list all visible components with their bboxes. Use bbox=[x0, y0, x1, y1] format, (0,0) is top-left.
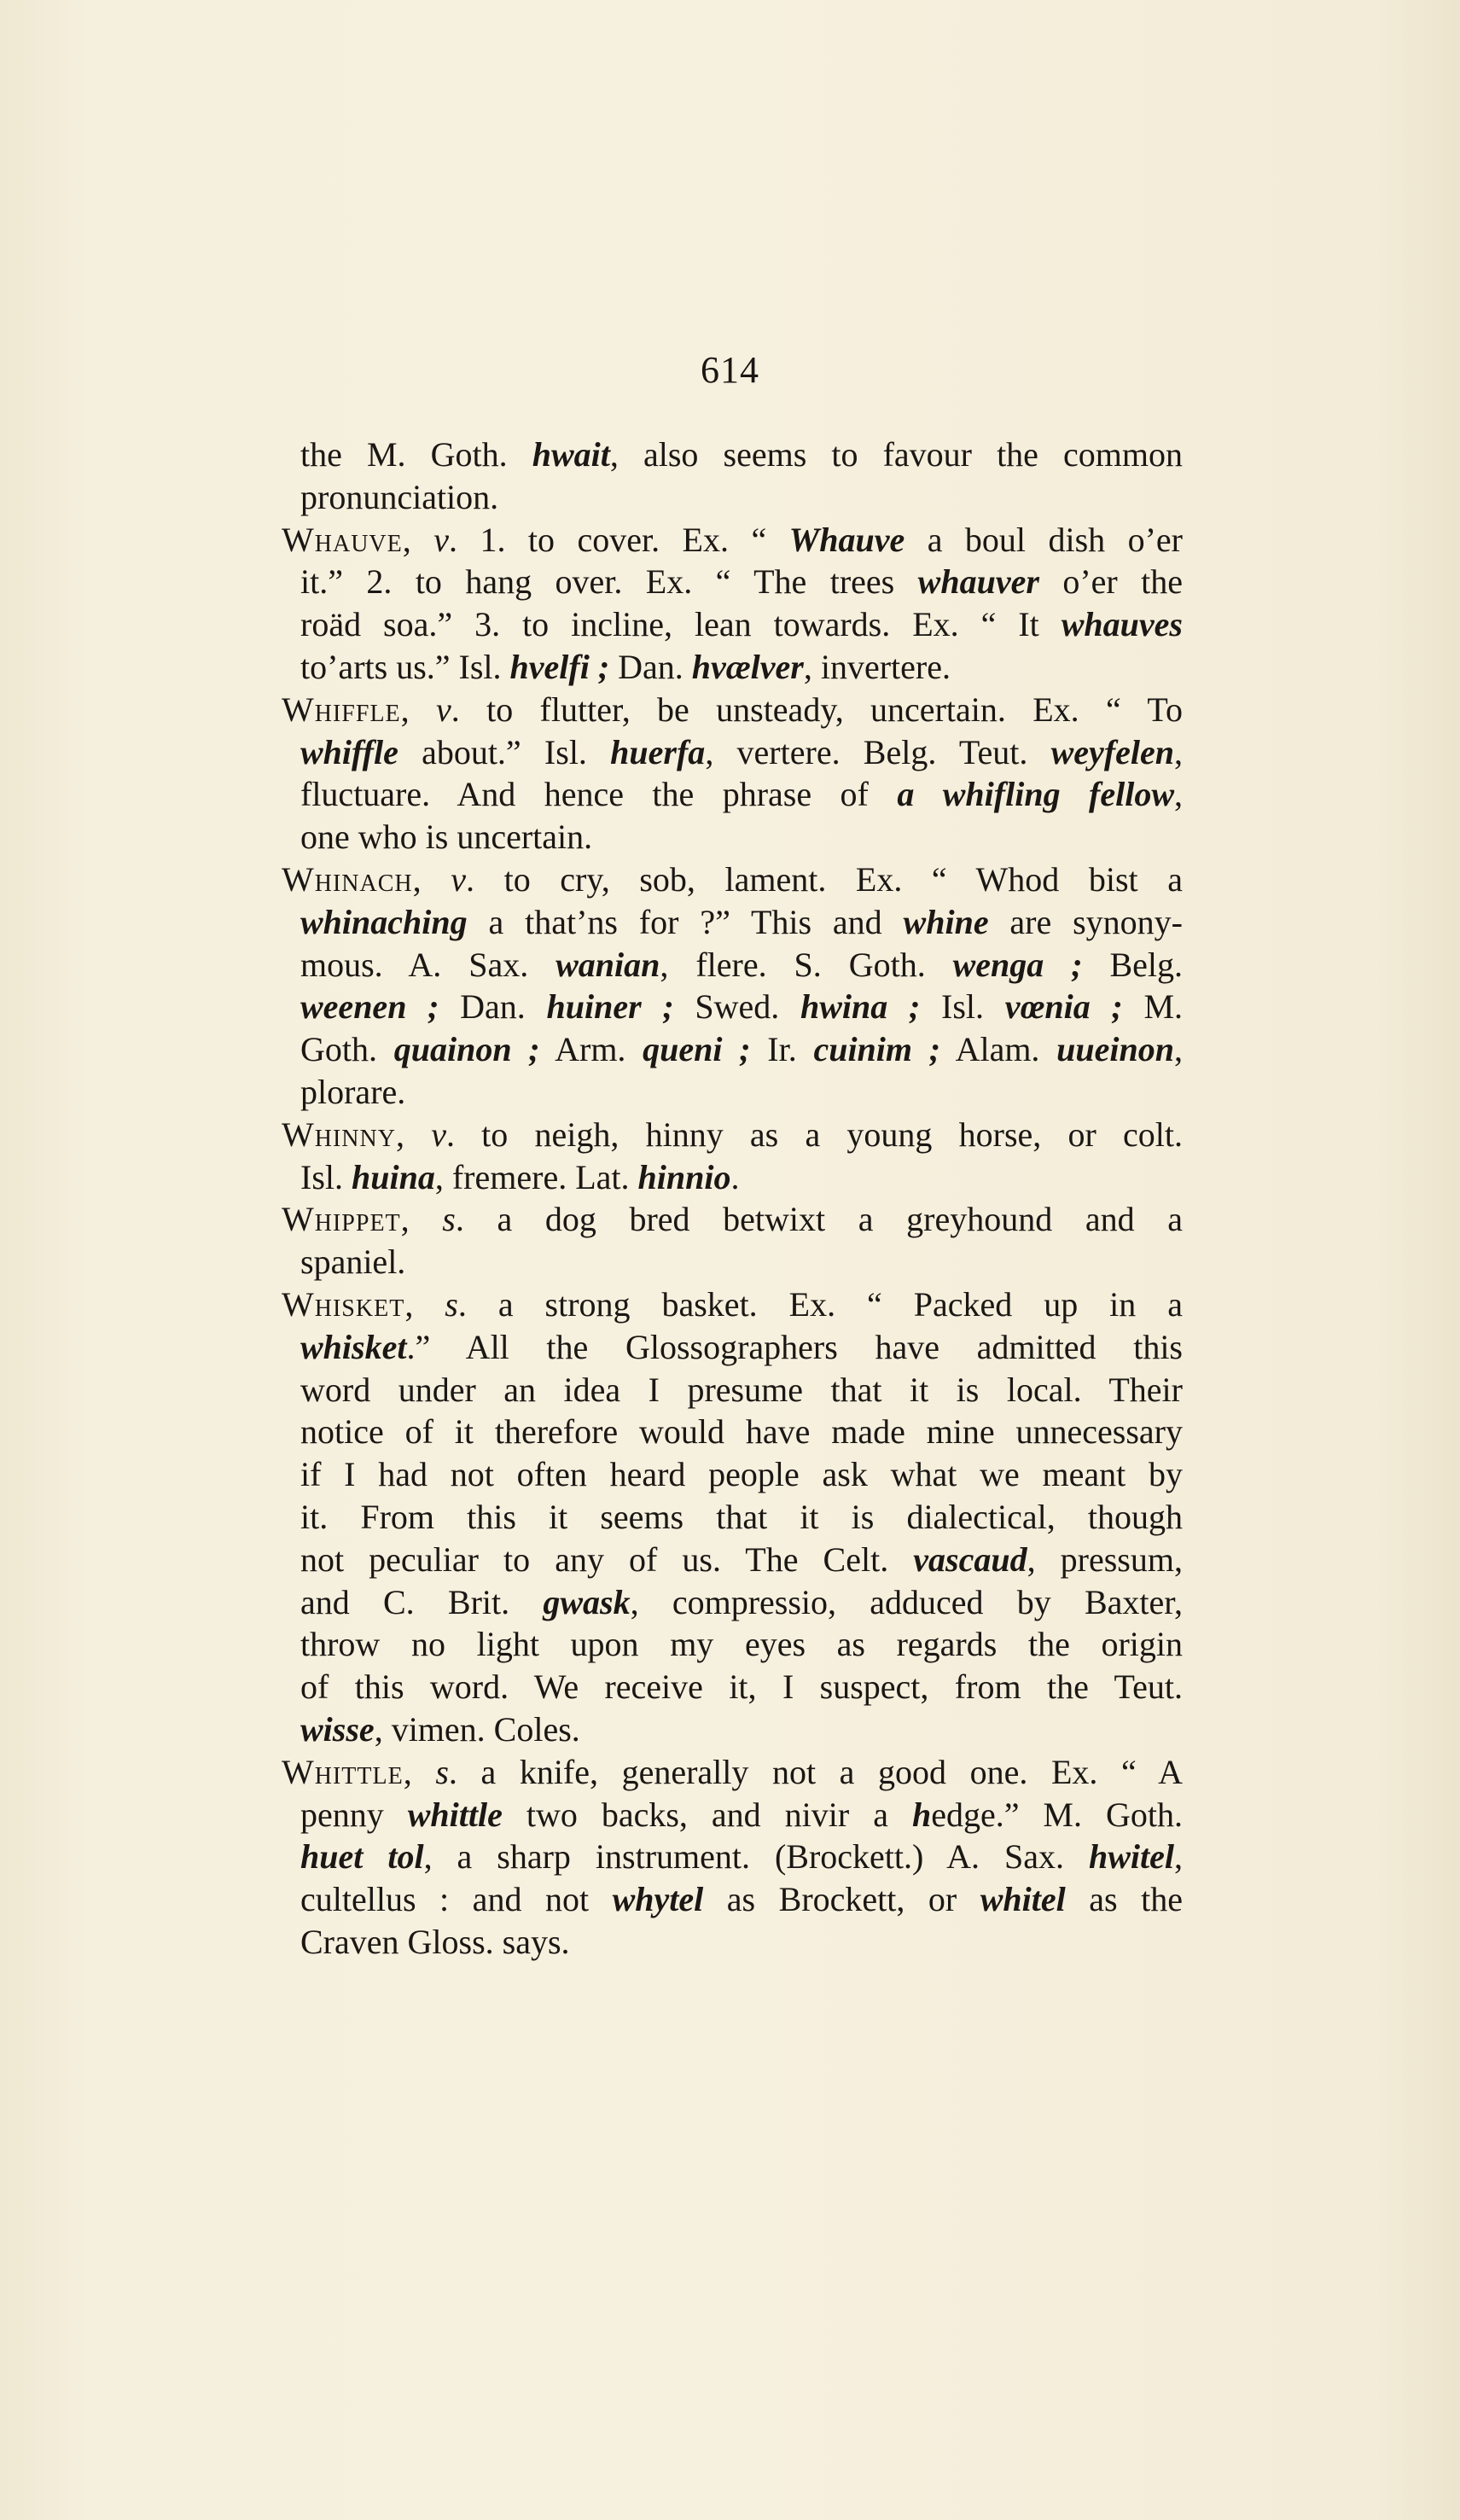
part-of-speech: v bbox=[431, 1115, 446, 1154]
text-line bbox=[282, 1326, 1183, 1369]
text-run: o’er the bbox=[1038, 562, 1184, 602]
headword: Whittle bbox=[282, 1752, 404, 1791]
text-run: , compressio, adduced by Baxter, bbox=[630, 1582, 1183, 1621]
text-run: , a sharp instrument. (Brockett.) A. Sax. bbox=[423, 1837, 1089, 1877]
italic-term: huet tol bbox=[300, 1837, 424, 1877]
text-run: , vimen. Coles. bbox=[374, 1709, 580, 1749]
part-of-speech: s bbox=[435, 1752, 449, 1791]
text-run: as Brockett, or bbox=[703, 1880, 980, 1919]
italic-term: a whifling fellow bbox=[897, 775, 1175, 814]
text-run: . a strong basket. Ex. “ Packed up in a bbox=[457, 1284, 1183, 1324]
italic-term: quainon ; bbox=[393, 1030, 540, 1069]
italic-term: wisse bbox=[300, 1709, 375, 1749]
text-line bbox=[282, 1283, 1183, 1326]
text-line bbox=[282, 901, 1183, 944]
italic-term: h bbox=[911, 1795, 932, 1834]
text-run: Arm. bbox=[539, 1030, 643, 1069]
italic-term: whisket bbox=[300, 1327, 407, 1366]
italic-term: whauves bbox=[1061, 605, 1183, 644]
part-of-speech: v bbox=[433, 520, 449, 559]
text-line bbox=[282, 1751, 1183, 1794]
part-of-speech: v bbox=[436, 690, 451, 729]
text-line bbox=[282, 858, 1183, 901]
italic-term: whine bbox=[903, 902, 989, 941]
text-line bbox=[282, 1708, 1183, 1751]
headword: Whippet bbox=[282, 1200, 401, 1239]
dictionary-entry bbox=[282, 689, 1183, 858]
text-line bbox=[282, 1921, 1183, 1964]
text-run: Dan. bbox=[609, 647, 692, 686]
italic-term: vœnia ; bbox=[1004, 987, 1123, 1027]
text-line bbox=[282, 1878, 1183, 1921]
italic-term: vascaud bbox=[913, 1539, 1027, 1579]
italic-term: whytel bbox=[612, 1880, 704, 1919]
italic-term: whinaching bbox=[300, 902, 468, 941]
text-run: , also seems to favour the common bbox=[609, 435, 1184, 474]
italic-term: gwask bbox=[543, 1582, 631, 1621]
text-line bbox=[282, 1581, 1183, 1624]
text-run: Goth. bbox=[300, 1030, 394, 1069]
text-run: pronunciation. bbox=[300, 477, 499, 516]
text-line bbox=[282, 1369, 1183, 1411]
text-line bbox=[282, 434, 1183, 476]
text-run: . to cry, sob, lament. Ex. “ Whod bist a bbox=[466, 859, 1184, 899]
text-run: Ir. bbox=[750, 1030, 814, 1069]
text-line bbox=[282, 646, 1183, 689]
italic-term: huina bbox=[352, 1157, 435, 1196]
text-run: , bbox=[403, 1752, 436, 1791]
part-of-speech: s bbox=[445, 1284, 458, 1324]
text-run: throw no light upon my eyes as regards the origin bbox=[300, 1625, 1183, 1664]
text-line bbox=[282, 731, 1183, 774]
text-line bbox=[282, 1198, 1183, 1241]
text-run: a boul dish o’er bbox=[905, 520, 1184, 559]
dictionary-text bbox=[282, 434, 1183, 1964]
text-line bbox=[282, 1794, 1183, 1836]
text-run: it.” 2. to hang over. Ex. “ The trees bbox=[300, 562, 918, 602]
text-run: of this word. We receive it, I suspect, from the Teut. bbox=[300, 1667, 1183, 1707]
text-run: , fremere. Lat. bbox=[434, 1157, 638, 1196]
text-run: , bbox=[400, 690, 436, 729]
dictionary-entry bbox=[282, 1751, 1183, 1964]
text-run: M. bbox=[1122, 987, 1184, 1027]
text-run: Craven Gloss. says. bbox=[300, 1922, 570, 1961]
text-run: edge.” M. Goth. bbox=[931, 1795, 1183, 1834]
italic-term: huerfa bbox=[610, 732, 706, 771]
text-line bbox=[282, 1666, 1183, 1708]
text-run: . bbox=[730, 1157, 740, 1196]
dictionary-entry bbox=[282, 1283, 1183, 1751]
italic-term: whittle bbox=[407, 1795, 503, 1834]
text-run: word under an idea I presume that it is local. Their bbox=[300, 1370, 1183, 1409]
dictionary-entry bbox=[282, 1114, 1183, 1199]
text-run: Alam. bbox=[940, 1030, 1057, 1069]
text-line bbox=[282, 1539, 1183, 1581]
text-run: if I had not often heard people ask what we meant by bbox=[300, 1455, 1183, 1494]
text-run: , bbox=[400, 1200, 443, 1239]
text-run: a that’ns for ?” This and bbox=[467, 902, 904, 941]
headword: Whinny bbox=[282, 1115, 396, 1154]
page-number: 614 bbox=[701, 349, 759, 391]
dictionary-entry bbox=[282, 1198, 1183, 1283]
italic-term: cuinim ; bbox=[813, 1030, 941, 1069]
text-run: Dan. bbox=[439, 987, 547, 1027]
text-run: spaniel. bbox=[300, 1243, 406, 1282]
dictionary-entry bbox=[282, 519, 1183, 689]
text-run: one who is uncertain. bbox=[300, 818, 593, 857]
text-run: , bbox=[412, 859, 451, 899]
text-run: .” All the Glossographers have admitted this bbox=[406, 1327, 1183, 1366]
text-run: , bbox=[1174, 1030, 1184, 1069]
text-run: , bbox=[1174, 732, 1183, 771]
text-run: . 1. to cover. Ex. “ bbox=[448, 520, 789, 559]
text-run: two backs, and nivir a bbox=[502, 1795, 912, 1834]
text-line bbox=[282, 1114, 1183, 1156]
text-run: , pressum, bbox=[1027, 1539, 1183, 1579]
text-line bbox=[282, 944, 1183, 986]
text-run: . to neigh, hinny as a young horse, or colt. bbox=[445, 1115, 1184, 1154]
text-run: Isl. bbox=[300, 1157, 352, 1196]
text-run: mous. A. Sax. bbox=[300, 945, 556, 984]
italic-term: hinnio bbox=[637, 1157, 731, 1196]
text-line bbox=[282, 1156, 1183, 1199]
text-run: notice of it therefore would have made mine unnecessary bbox=[300, 1412, 1183, 1452]
italic-term: whitel bbox=[980, 1880, 1066, 1919]
text-run: as the bbox=[1065, 1880, 1184, 1919]
text-run: Isl. bbox=[920, 987, 1005, 1027]
text-run: to’arts us.” Isl. bbox=[300, 647, 510, 686]
text-run: cultellus : and not bbox=[300, 1880, 613, 1919]
italic-term: weyfelen bbox=[1050, 732, 1174, 771]
text-line bbox=[282, 603, 1183, 646]
text-line bbox=[282, 1623, 1183, 1666]
text-run: , bbox=[1174, 1837, 1184, 1877]
text-run: , flere. S. Goth. bbox=[660, 945, 953, 984]
text-run: , invertere. bbox=[803, 647, 951, 686]
text-line bbox=[282, 689, 1183, 731]
text-line bbox=[282, 1071, 1183, 1114]
italic-term: hwina ; bbox=[800, 987, 921, 1027]
text-run: , bbox=[402, 520, 434, 559]
italic-term: uueinon bbox=[1056, 1030, 1175, 1069]
text-line bbox=[282, 476, 1183, 519]
italic-term: hvelfi ; bbox=[509, 647, 610, 686]
text-run: plorare. bbox=[300, 1072, 406, 1111]
text-line bbox=[282, 816, 1183, 858]
text-run: the M. Goth. bbox=[300, 435, 532, 474]
text-run: , bbox=[1174, 775, 1184, 814]
text-run: , vertere. Belg. Teut. bbox=[705, 732, 1051, 771]
dictionary-entry bbox=[282, 434, 1183, 519]
text-run: , bbox=[395, 1115, 432, 1154]
text-run: . a knife, generally not a good one. Ex. “ A bbox=[448, 1752, 1183, 1791]
text-run: not peculiar to any of us. The Celt. bbox=[300, 1539, 914, 1579]
headword: Whiffle bbox=[282, 690, 401, 729]
part-of-speech: s bbox=[442, 1200, 456, 1239]
text-line bbox=[282, 1453, 1183, 1496]
text-run: Swed. bbox=[673, 987, 800, 1027]
text-run: , bbox=[404, 1284, 445, 1324]
italic-term: Whauve bbox=[788, 520, 905, 559]
dictionary-entry bbox=[282, 858, 1183, 1114]
italic-term: wanian bbox=[555, 945, 660, 984]
text-run: and C. Brit. bbox=[300, 1582, 544, 1621]
italic-term: weenen ; bbox=[300, 987, 439, 1027]
text-line bbox=[282, 561, 1183, 603]
headword: Whisket bbox=[282, 1284, 405, 1324]
text-run: it. From this it seems that it is dialectical, though bbox=[300, 1497, 1183, 1536]
text-line bbox=[282, 1411, 1183, 1453]
italic-term: wenga ; bbox=[952, 945, 1083, 984]
italic-term: whiffle bbox=[300, 732, 398, 771]
headword: Whinach bbox=[282, 859, 413, 899]
text-run: Belg. bbox=[1082, 945, 1184, 984]
italic-term: hwitel bbox=[1088, 1837, 1175, 1877]
italic-term: hwait bbox=[532, 435, 610, 474]
text-run: . a dog bred betwixt a greyhound and a bbox=[455, 1200, 1183, 1239]
italic-term: whauver bbox=[917, 562, 1039, 602]
text-line bbox=[282, 1836, 1183, 1878]
text-line bbox=[282, 773, 1183, 816]
text-run: penny bbox=[300, 1795, 408, 1834]
headword: Whauve bbox=[282, 520, 403, 559]
text-run: . to flutter, be unsteady, uncertain. Ex. “ To bbox=[451, 690, 1183, 729]
part-of-speech: v bbox=[451, 859, 466, 899]
text-run: are synony- bbox=[988, 902, 1183, 941]
italic-term: hvælver bbox=[691, 647, 804, 686]
text-line bbox=[282, 1241, 1183, 1283]
text-line bbox=[282, 519, 1183, 562]
text-run: fluctuare. And hence the phrase of bbox=[300, 775, 898, 814]
text-line bbox=[282, 1496, 1183, 1539]
text-line bbox=[282, 986, 1183, 1028]
text-run: about.” Isl. bbox=[398, 732, 611, 771]
italic-term: huiner ; bbox=[546, 987, 674, 1027]
text-run: roäd soa.” 3. to incline, lean towards. Ex. “ It bbox=[300, 605, 1062, 644]
text-line bbox=[282, 1028, 1183, 1071]
italic-term: queni ; bbox=[643, 1030, 751, 1069]
